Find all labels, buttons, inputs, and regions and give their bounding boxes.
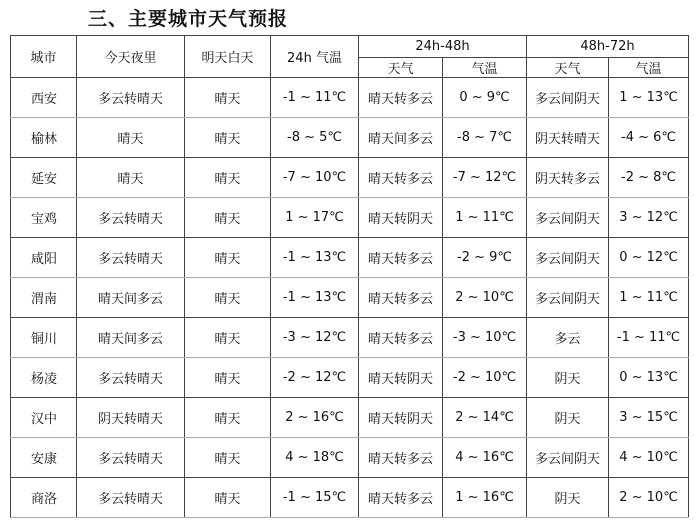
weather-48h-cell: 晴天转多云: [359, 318, 443, 358]
tonight-cell: 多云转晴天: [77, 478, 185, 518]
tonight-cell: 晴天间多云: [77, 318, 185, 358]
header-weather-72h: 天气: [527, 58, 609, 78]
temp-24h-cell: -3 ~ 12℃: [271, 318, 359, 358]
weather-48h-cell: 晴天转多云: [359, 158, 443, 198]
tonight-cell: 多云转晴天: [77, 238, 185, 278]
weather-72h-cell: 多云间阴天: [527, 78, 609, 118]
forecast-table: [10, 35, 689, 518]
weather-48h-cell: 晴天转多云: [359, 478, 443, 518]
temp-48h-cell: -3 ~ 10℃: [443, 318, 527, 358]
city-cell: 杨凌: [11, 358, 77, 398]
temp-48h-cell: 2 ~ 10℃: [443, 278, 527, 318]
tomorrow-day-cell: 晴天: [185, 318, 271, 358]
city-cell: 汉中: [11, 398, 77, 438]
temp-72h-cell: -4 ~ 6℃: [609, 118, 689, 158]
temp-72h-cell: 2 ~ 10℃: [609, 478, 689, 518]
weather-72h-cell: 多云: [527, 318, 609, 358]
table-body: [11, 78, 689, 518]
tomorrow-day-cell: 晴天: [185, 158, 271, 198]
tomorrow-day-cell: 晴天: [185, 78, 271, 118]
table-row: [11, 398, 689, 438]
tonight-cell: 晴天: [77, 158, 185, 198]
header-weather-48h: 天气: [359, 58, 443, 78]
weather-48h-cell: 晴天转多云: [359, 278, 443, 318]
temp-48h-cell: 1 ~ 16℃: [443, 478, 527, 518]
table-row: [11, 198, 689, 238]
temp-48h-cell: 1 ~ 11℃: [443, 198, 527, 238]
table-row: [11, 478, 689, 518]
table-row: [11, 238, 689, 278]
tomorrow-day-cell: 晴天: [185, 118, 271, 158]
city-cell: 铜川: [11, 318, 77, 358]
weather-48h-cell: 晴天转阴天: [359, 358, 443, 398]
temp-48h-cell: -8 ~ 7℃: [443, 118, 527, 158]
header-tonight: 今天夜里: [77, 36, 185, 78]
table-row: [11, 158, 689, 198]
temp-72h-cell: 1 ~ 11℃: [609, 278, 689, 318]
tomorrow-day-cell: 晴天: [185, 198, 271, 238]
tonight-cell: 晴天间多云: [77, 278, 185, 318]
tomorrow-day-cell: 晴天: [185, 358, 271, 398]
temp-72h-cell: 0 ~ 12℃: [609, 238, 689, 278]
temp-48h-cell: 2 ~ 14℃: [443, 398, 527, 438]
header-temp-48h: 气温: [443, 58, 527, 78]
tonight-cell: 多云转晴天: [77, 438, 185, 478]
weather-48h-cell: 晴天转阴天: [359, 198, 443, 238]
temp-48h-cell: -2 ~ 10℃: [443, 358, 527, 398]
temp-24h-cell: -1 ~ 11℃: [271, 78, 359, 118]
tomorrow-day-cell: 晴天: [185, 478, 271, 518]
section-title: 三、主要城市天气预报: [88, 8, 289, 30]
tonight-cell: 阴天转晴天: [77, 398, 185, 438]
weather-48h-cell: 晴天转多云: [359, 238, 443, 278]
table-row: [11, 118, 689, 158]
city-cell: 渭南: [11, 278, 77, 318]
temp-24h-cell: -1 ~ 15℃: [271, 478, 359, 518]
weather-72h-cell: 阴天: [527, 398, 609, 438]
tomorrow-day-cell: 晴天: [185, 278, 271, 318]
header-range-48h: 24h-48h: [359, 36, 527, 58]
temp-24h-cell: -1 ~ 13℃: [271, 278, 359, 318]
temp-24h-cell: -8 ~ 5℃: [271, 118, 359, 158]
tomorrow-day-cell: 晴天: [185, 438, 271, 478]
tomorrow-day-cell: 晴天: [185, 238, 271, 278]
temp-48h-cell: -7 ~ 12℃: [443, 158, 527, 198]
temp-72h-cell: -1 ~ 11℃: [609, 318, 689, 358]
tonight-cell: 晴天: [77, 118, 185, 158]
weather-48h-cell: 晴天转多云: [359, 78, 443, 118]
temp-48h-cell: 0 ~ 9℃: [443, 78, 527, 118]
city-cell: 西安: [11, 78, 77, 118]
temp-24h-cell: -1 ~ 13℃: [271, 238, 359, 278]
weather-72h-cell: 阴天转晴天: [527, 118, 609, 158]
weather-48h-cell: 晴天间多云: [359, 118, 443, 158]
weather-48h-cell: 晴天转多云: [359, 438, 443, 478]
table-row: [11, 318, 689, 358]
header-tomorrow-day: 明天白天: [185, 36, 271, 78]
table-row: [11, 358, 689, 398]
header-range-72h: 48h-72h: [527, 36, 689, 58]
tonight-cell: 多云转晴天: [77, 358, 185, 398]
temp-72h-cell: -2 ~ 8℃: [609, 158, 689, 198]
weather-72h-cell: 阴天转多云: [527, 158, 609, 198]
weather-72h-cell: 多云间阴天: [527, 238, 609, 278]
weather-72h-cell: 阴天: [527, 478, 609, 518]
weather-72h-cell: 多云间阴天: [527, 438, 609, 478]
temp-48h-cell: -2 ~ 9℃: [443, 238, 527, 278]
city-cell: 咸阳: [11, 238, 77, 278]
temp-24h-cell: 1 ~ 17℃: [271, 198, 359, 238]
temp-72h-cell: 4 ~ 10℃: [609, 438, 689, 478]
city-cell: 安康: [11, 438, 77, 478]
header-temp-72h: 气温: [609, 58, 689, 78]
temp-72h-cell: 3 ~ 12℃: [609, 198, 689, 238]
temp-72h-cell: 1 ~ 13℃: [609, 78, 689, 118]
temp-24h-cell: 4 ~ 18℃: [271, 438, 359, 478]
weather-72h-cell: 多云间阴天: [527, 198, 609, 238]
city-cell: 宝鸡: [11, 198, 77, 238]
temp-24h-cell: -2 ~ 12℃: [271, 358, 359, 398]
weather-48h-cell: 晴天转阴天: [359, 398, 443, 438]
header-temp-24h: 24h 气温: [271, 36, 359, 78]
tomorrow-day-cell: 晴天: [185, 398, 271, 438]
header-city: 城市: [11, 36, 77, 78]
temp-72h-cell: 0 ~ 13℃: [609, 358, 689, 398]
temp-72h-cell: 3 ~ 15℃: [609, 398, 689, 438]
table-row: [11, 78, 689, 118]
table-row: [11, 438, 689, 478]
tonight-cell: 多云转晴天: [77, 78, 185, 118]
weather-72h-cell: 阴天: [527, 358, 609, 398]
city-cell: 榆林: [11, 118, 77, 158]
weather-72h-cell: 多云间阴天: [527, 278, 609, 318]
temp-24h-cell: 2 ~ 16℃: [271, 398, 359, 438]
temp-24h-cell: -7 ~ 10℃: [271, 158, 359, 198]
city-cell: 商洛: [11, 478, 77, 518]
tonight-cell: 多云转晴天: [77, 198, 185, 238]
header-row-primary: [11, 36, 689, 58]
table-row: [11, 278, 689, 318]
temp-48h-cell: 4 ~ 16℃: [443, 438, 527, 478]
city-cell: 延安: [11, 158, 77, 198]
table-header: [11, 36, 689, 78]
